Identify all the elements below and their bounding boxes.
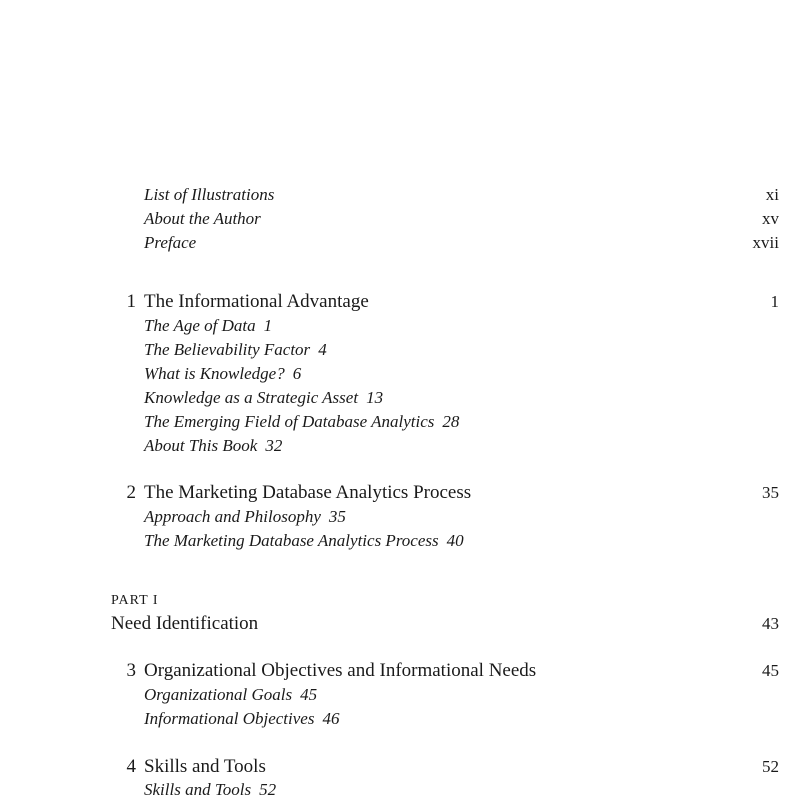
chapter-1-heading xyxy=(114,290,369,314)
section-page: 52 xyxy=(259,780,277,799)
section-title: About This Book xyxy=(144,436,258,455)
chapter-page: 35 xyxy=(762,483,779,502)
section-title: The Believability Factor xyxy=(144,340,311,359)
chapter-number: 4 xyxy=(126,756,136,777)
chapter-number: 3 xyxy=(126,660,136,681)
part-title: Need Identification xyxy=(111,613,259,634)
section-page: 28 xyxy=(442,412,460,431)
toc-entry-list-of-illustrations xyxy=(144,183,274,207)
section-title: Knowledge as a Strategic Asset xyxy=(144,388,359,407)
toc-entry-title: Preface xyxy=(144,233,197,252)
chapter-title: Skills and Tools xyxy=(144,756,266,777)
section-page: 4 xyxy=(318,340,327,359)
toc-entry-about-the-author xyxy=(144,207,261,231)
chapter-page: 1 xyxy=(770,292,779,311)
part-label: PART I xyxy=(111,593,159,608)
section-title: The Age of Data xyxy=(144,316,256,335)
chapter-number: 2 xyxy=(126,482,136,503)
section-entry xyxy=(144,314,272,338)
chapter-page: 52 xyxy=(762,757,779,776)
chapter-3-heading xyxy=(114,659,536,683)
part-page: 43 xyxy=(762,614,779,633)
section-entry xyxy=(144,386,383,410)
toc-entry-title: List of Illustrations xyxy=(144,185,275,204)
section-entry xyxy=(144,683,317,707)
chapter-2-heading xyxy=(114,481,471,505)
chapter-title: The Marketing Database Analytics Process xyxy=(144,482,472,503)
section-entry xyxy=(144,505,346,529)
section-page: 35 xyxy=(328,507,346,526)
section-entry xyxy=(144,338,327,362)
toc-entry-page: xi xyxy=(765,185,779,204)
chapter-4-heading xyxy=(114,755,266,779)
section-title: Approach and Philosophy xyxy=(144,507,321,526)
chapter-number: 1 xyxy=(126,291,136,312)
section-entry xyxy=(144,410,459,434)
section-title: Skills and Tools xyxy=(144,780,252,799)
section-entry xyxy=(144,434,282,458)
toc-entry-title: About the Author xyxy=(144,209,261,228)
section-title: The Marketing Database Analytics Process xyxy=(144,531,439,550)
section-page: 13 xyxy=(366,388,384,407)
section-entry xyxy=(144,707,339,731)
section-page: 6 xyxy=(292,364,302,383)
section-page: 1 xyxy=(263,316,273,335)
chapter-title: Organizational Objectives and Informational Needs xyxy=(144,660,537,681)
section-page: 46 xyxy=(322,709,340,728)
section-entry xyxy=(144,529,464,553)
section-entry xyxy=(144,362,301,386)
section-entry xyxy=(144,778,276,802)
section-page: 40 xyxy=(446,531,464,550)
section-title: Organizational Goals xyxy=(144,685,293,704)
section-title: The Emerging Field of Database Analytics xyxy=(144,412,435,431)
chapter-page: 45 xyxy=(762,661,779,680)
toc-entry-preface xyxy=(144,231,196,255)
chapter-title: The Informational Advantage xyxy=(144,291,369,312)
toc-entry-page: xv xyxy=(762,209,779,228)
section-page: 32 xyxy=(265,436,283,455)
section-page: 45 xyxy=(300,685,318,704)
section-title: What is Knowledge? xyxy=(144,364,285,383)
section-title: Informational Objectives xyxy=(144,709,315,728)
toc-entry-page: xvii xyxy=(752,233,779,252)
